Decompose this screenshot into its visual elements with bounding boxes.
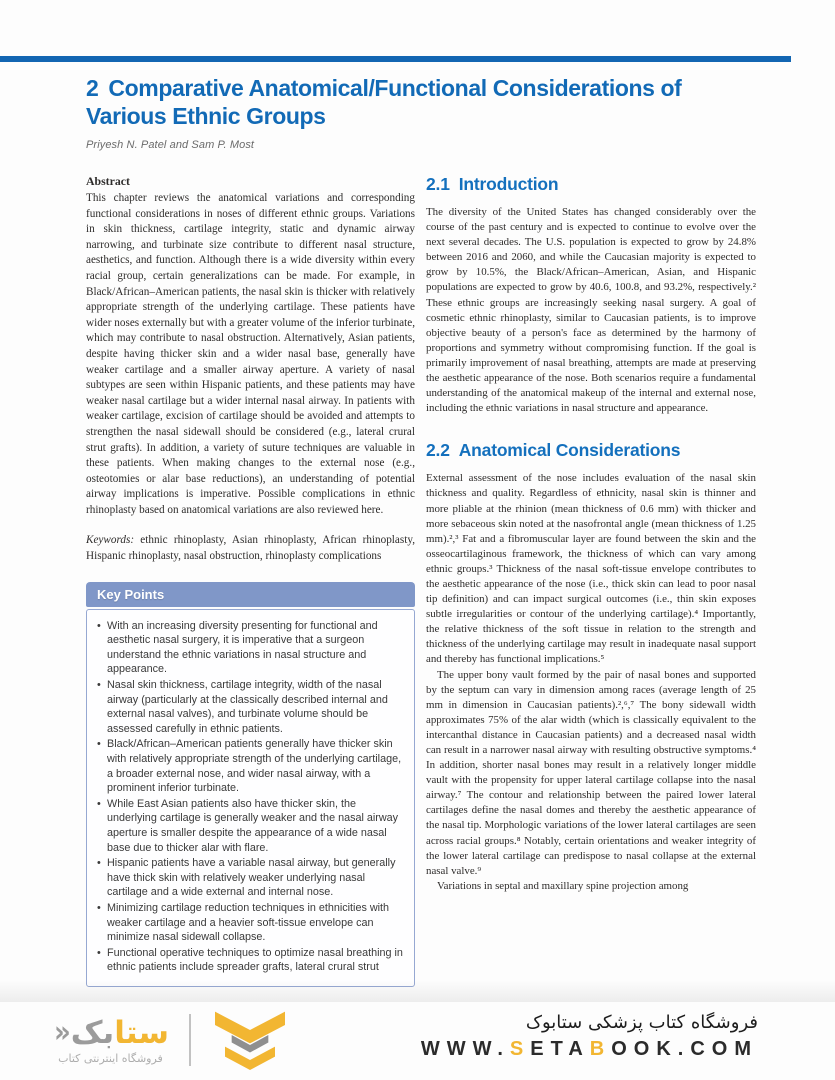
- left-column: [86, 174, 415, 1002]
- right-column: [426, 174, 756, 1002]
- section-number: 2.1: [426, 174, 450, 194]
- chapter-authors: Priyesh N. Patel and Sam P. Most: [86, 139, 255, 151]
- abstract-heading: Abstract: [86, 174, 130, 188]
- section-heading-introduction: [426, 174, 756, 194]
- anatomical-paragraph-3: Variations in septal and maxillary spine projection among: [437, 879, 689, 892]
- url-highlight-b: B: [589, 1038, 612, 1060]
- key-points-list: [94, 619, 405, 975]
- logo-block: [52, 1016, 169, 1065]
- logo-chevrons-icon: «: [54, 1015, 71, 1050]
- anatomical-paragraph-2: The upper bony vault formed by the pair of nasal bones and supported by the septum can vary in dimension among races (average length of 25 mm in dimension in Caucasian patients).²,⁶,⁷ The bony sidewall width approximates 75% of the alar width (which is classically equivalent to the intercanthal distance in Caucasian patients) and a decreased nasal width can result in a narrower nasal airway with resulting obstructive symptoms.⁴ In addition, shorter nasal bones may result in a relatively longer middle vault with the propensity for upper lateral cartilage collapse into the nasal airway.⁷ The contour and relationship between the paired lower lateral cartilages define the nasal domes and thereby the aesthetic appearance of the nasal tip. Morphologic variations of the lower lateral cartilages are seen across racial groups.⁸ Notably, certain orientations and weaker integrity of the lower lateral cartilage can predispose to nasal collapse at the external nasal valve.⁹: [426, 668, 756, 877]
- footer-right: [421, 1012, 758, 1061]
- logo-word: [71, 1016, 169, 1050]
- store-title-farsi: فروشگاه کتاب پزشکی ستابوک: [525, 1012, 758, 1033]
- store-url: [421, 1038, 758, 1061]
- keywords-block: [86, 533, 415, 564]
- chevron-mark-icon: [207, 1010, 293, 1070]
- key-point-item: • Minimizing cartilage reduction techniques in ethnicities with weaker cartilage and a heavier soft-tissue envelope can minimize nasal sidewall collapse.: [94, 901, 405, 945]
- chapter-header: [86, 74, 758, 151]
- chapter-number: 2: [86, 75, 99, 101]
- logo-tagline: فروشگاه اینترنتی کتاب: [58, 1051, 163, 1065]
- footer-divider: [189, 1014, 191, 1066]
- top-rule: [0, 56, 791, 62]
- keywords-label: Keywords:: [86, 534, 135, 547]
- url-part: ETA: [530, 1038, 590, 1060]
- chapter-title: [86, 74, 758, 130]
- section-number: 2.2: [426, 440, 450, 461]
- url-part: WWW.: [420, 1038, 510, 1060]
- key-point-item: • Functional operative techniques to optimize nasal breathing in ethnic patients include spreader grafts, lateral crural strut: [94, 946, 405, 975]
- chapter-title-text: Comparative Anatomical/Functional Considerations of Various Ethnic Groups: [86, 75, 682, 129]
- setabook-logo: [52, 1010, 293, 1070]
- key-point-item: • With an increasing diversity presenting for functional and aesthetic nasal surgery, it is imperative that a surgeon understand the ethnic variations in nasal structure and appearance.: [94, 619, 405, 677]
- keywords-text: ethnic rhinoplasty, Asian rhinoplasty, African rhinoplasty, Hispanic rhinoplasty, nasal obstruction, rhinoplasty complications: [86, 534, 415, 563]
- url-part: OOK.COM: [611, 1038, 758, 1060]
- footer-watermark: [0, 1004, 835, 1080]
- key-points-body: [86, 609, 415, 987]
- logo-wordmark: [52, 1016, 169, 1050]
- section-title: Anatomical Considerations: [458, 440, 681, 461]
- key-point-item: • Black/African–American patients generally have thicker skin with relatively appropriate strength of the underlying cartilage, a broader external nose, and wider nasal airway, with a prominent inferior turbinate.: [94, 737, 405, 795]
- key-point-item: • Hispanic patients have a variable nasal airway, but generally have thick skin with relatively weaker underlying nasal cartilage and a wide external and internal nose.: [94, 856, 405, 900]
- section-heading-anatomical: [426, 440, 756, 460]
- abstract-body: This chapter reviews the anatomical variations and corresponding functional considerations in noses of different ethnic groups. Variations in skin thickness, cartilage integrity, static and dynamic airway narrowing, and turbinate size contribute to different nasal structure, aesthetics, and function. Although there is a wide diversity within every racial group, certain generalizations can be made. For example, in Black/African–American patients, the nasal skin is thicker with relatively appropriate strength of the underlying cartilage. These patients have wider noses externally but with a greater volume of the inferior turbinate, which may contribute to nasal obstruction. Alternatively, Asian patients, despite having thicker skin and a wider nasal base, generally have weaker cartilage and a smaller airway aperture. A variety of nasal subtypes are seen within Hispanic patients, and these patients may have weaker nasal cartilage but a wider internal nasal airway. In patients with weaker cartilage, excision of cartilage should be avoided and attempts to strengthen the nasal sidewall should be considered (e.g., lateral crural strut grafts). In addition, a variety of suture techniques are valuable in these patients. When making changes to the external nose (e.g., osteotomies or alar base reductions), an understanding of potential airway implications is imperative. Possible complications in ethnic rhinoplasty based on anatomical variations are also reviewed here.: [86, 192, 415, 516]
- key-point-item: • While East Asian patients also have thicker skin, the underlying cartilage is generally weaker and the nasal airway aperture is smaller despite the appearance of a wide nasal base due to thicker alar with flare.: [94, 797, 405, 855]
- key-point-item: • Nasal skin thickness, cartilage integrity, width of the nasal airway (particularly at the classically described internal and external nasal valves), and turbinate volume should be assessed carefully in ethnic patients.: [94, 678, 405, 736]
- section-title: Introduction: [458, 174, 559, 194]
- key-points-heading: Key Points: [86, 582, 415, 607]
- anatomical-paragraph-1: External assessment of the nose includes evaluation of the nasal skin thickness and quality. Regardless of ethnicity, nasal skin is thinner and more pliable at the rhinion (mean thickness of 0.6 mm) with thicker and more sebaceous skin noted at the nasofrontal angle (mean thickness of 1.25 mm).²,³ Fat and a fibromuscular layer are found between the skin and the osseocartilaginous framework, the thickness of which can vary among ethnic groups.³ Thickness of the nasal soft-tissue envelope contributes to the aesthetic appearance of the nose (i.e., thick skin can lead to poor nasal tip definition) and can impact surgical outcomes (i.e., thin skin exposes subtle irregularities or contour of the underlying cartilage).⁴ Importantly, the relative thickness of the soft tissue in relation to the strength and thickness of the underlying cartilage may result in inadequate nasal support and thereby has functional implications.⁵: [426, 472, 756, 666]
- introduction-paragraph: The diversity of the United States has changed considerably over the course of the past century and is expected to continue to evolve over the next several decades. The U.S. population is expected to grow by 24.8% between 2016 and 2060, and while the Caucasian majority is expected to grow by 10.5%, the Black/African–American, Asian, and Hispanic populations are expected to grow by 40.6, 100.8, and 93.2%, respectively.² These ethnic groups are increasingly seeking nasal surgery. A goal of cosmetic ethnic rhinoplasty, similar to Caucasian patients, is to improve objective beauty of a person's face as determined by the harmony of proportions and symmetry without compromising function. If the goal is primarily improvement of nasal breathing, attempts are made at preserving the aesthetic appearance of the nose. Both scenarios require a fundamental understanding of the anatomical makeup of the internal and external nose, including the ethnic variations in nasal structure and appearance.: [426, 206, 756, 415]
- logo-word-gray: بک: [70, 1014, 115, 1051]
- url-highlight-s: S: [509, 1038, 531, 1060]
- logo-word-yellow: ستا: [114, 1014, 169, 1051]
- key-points-box: [86, 582, 415, 987]
